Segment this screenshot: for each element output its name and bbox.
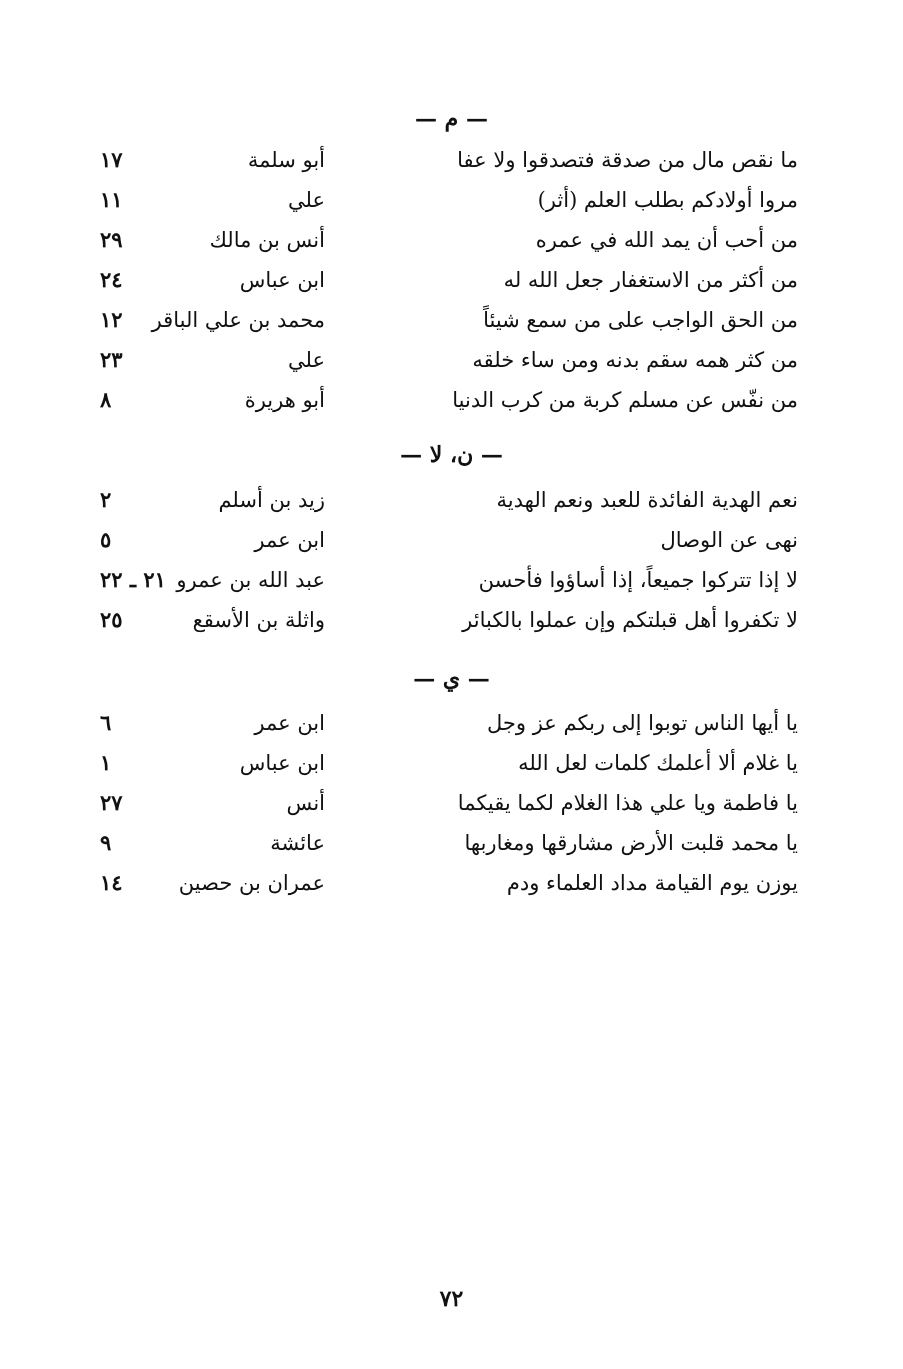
- hadith-text: يا فاطمة ويا علي هذا الغلام لكما يقيكما: [457, 791, 798, 815]
- index-entry: [0, 600, 903, 640]
- hadith-text: نهى عن الوصال: [660, 528, 798, 552]
- index-entry: [0, 560, 903, 600]
- hadith-text: ما نقص مال من صدقة فتصدقوا ولا عفا: [457, 148, 798, 172]
- page-reference: ٦: [100, 710, 112, 735]
- page-reference: ١٧: [100, 147, 123, 172]
- page-reference: ١٢: [100, 307, 123, 332]
- narrator: ابن عباس: [239, 268, 325, 292]
- narrator: واثلة بن الأسقع: [192, 608, 325, 632]
- page-reference: ٢٥: [100, 607, 123, 632]
- hadith-text: من الحق الواجب على من سمع شيئاً: [483, 308, 798, 332]
- narrator: أبو سلمة: [247, 148, 325, 172]
- hadith-text: نعم الهدية الفائدة للعبد ونعم الهدية: [496, 488, 798, 512]
- narrator: علي: [288, 188, 325, 212]
- index-entry: [0, 783, 903, 823]
- narrator: ابن عمر: [254, 528, 325, 552]
- index-entry: [0, 863, 903, 903]
- index-entry: [0, 340, 903, 380]
- section-header-ya: — ي —: [413, 666, 490, 692]
- hadith-text: لا إذا تتركوا جميعاً، إذا أساؤوا فأحسن: [478, 568, 798, 592]
- section-header-mim: — م —: [415, 106, 488, 132]
- page-reference: ٢: [100, 487, 112, 512]
- page-reference: ١٤: [100, 870, 123, 895]
- section-header-nun-la: — ن، لا —: [400, 442, 503, 468]
- index-entry: [0, 260, 903, 300]
- hadith-text: لا تكفروا أهل قبلتكم وإن عملوا بالكبائر: [462, 608, 798, 632]
- index-entry: [0, 300, 903, 340]
- hadith-text: من كثر همه سقم بدنه ومن ساء خلقه: [472, 348, 798, 372]
- narrator: عمران بن حصين: [178, 871, 325, 895]
- index-entry: [0, 743, 903, 783]
- page-reference: ٢٧: [100, 790, 123, 815]
- hadith-text: من أكثر من الاستغفار جعل الله له: [503, 268, 798, 292]
- index-entry: [0, 480, 903, 520]
- hadith-text: يا أيها الناس توبوا إلى ربكم عز وجل: [487, 711, 798, 735]
- hadith-text: من أحب أن يمد الله في عمره: [535, 228, 798, 252]
- index-entry: [0, 823, 903, 863]
- narrator: محمد بن علي الباقر: [151, 308, 325, 332]
- narrator: أنس بن مالك: [209, 228, 325, 252]
- index-entry: [0, 180, 903, 220]
- narrator: أبو هريرة: [244, 388, 325, 412]
- narrator: ابن عباس: [239, 751, 325, 775]
- index-entry: [0, 703, 903, 743]
- page-reference: ٩: [100, 830, 112, 855]
- narrator: زيد بن أسلم: [218, 488, 325, 512]
- hadith-text: يا غلام ألا أعلمك كلمات لعل الله: [518, 751, 798, 775]
- page-reference: ٢٤: [100, 267, 123, 292]
- page-reference: ٨: [100, 387, 112, 412]
- narrator: علي: [288, 348, 325, 372]
- index-entry: [0, 140, 903, 180]
- narrator: ابن عمر: [254, 711, 325, 735]
- narrator: عائشة: [270, 831, 325, 855]
- narrator: عبد الله بن عمرو: [176, 568, 325, 592]
- page-reference: ٢٩: [100, 227, 123, 252]
- index-entry: [0, 380, 903, 420]
- page-reference: ١: [100, 750, 112, 775]
- index-entry: [0, 520, 903, 560]
- hadith-text: من نفّس عن مسلم كربة من كرب الدنيا: [452, 388, 798, 412]
- index-entry: [0, 220, 903, 260]
- page-reference: ٥: [100, 527, 112, 552]
- narrator: أنس: [286, 791, 325, 815]
- hadith-text: يوزن يوم القيامة مداد العلماء ودم: [506, 871, 798, 895]
- page-reference: ٢٣: [100, 347, 123, 372]
- page-reference: ١١: [100, 187, 123, 212]
- page-number: ٧٢: [439, 1286, 464, 1312]
- hadith-text: يا محمد قلبت الأرض مشارقها ومغاربها: [464, 831, 798, 855]
- hadith-text: مروا أولادكم بطلب العلم (أثر): [537, 188, 798, 212]
- page-reference: ٢١ ـ ٢٢: [100, 567, 166, 592]
